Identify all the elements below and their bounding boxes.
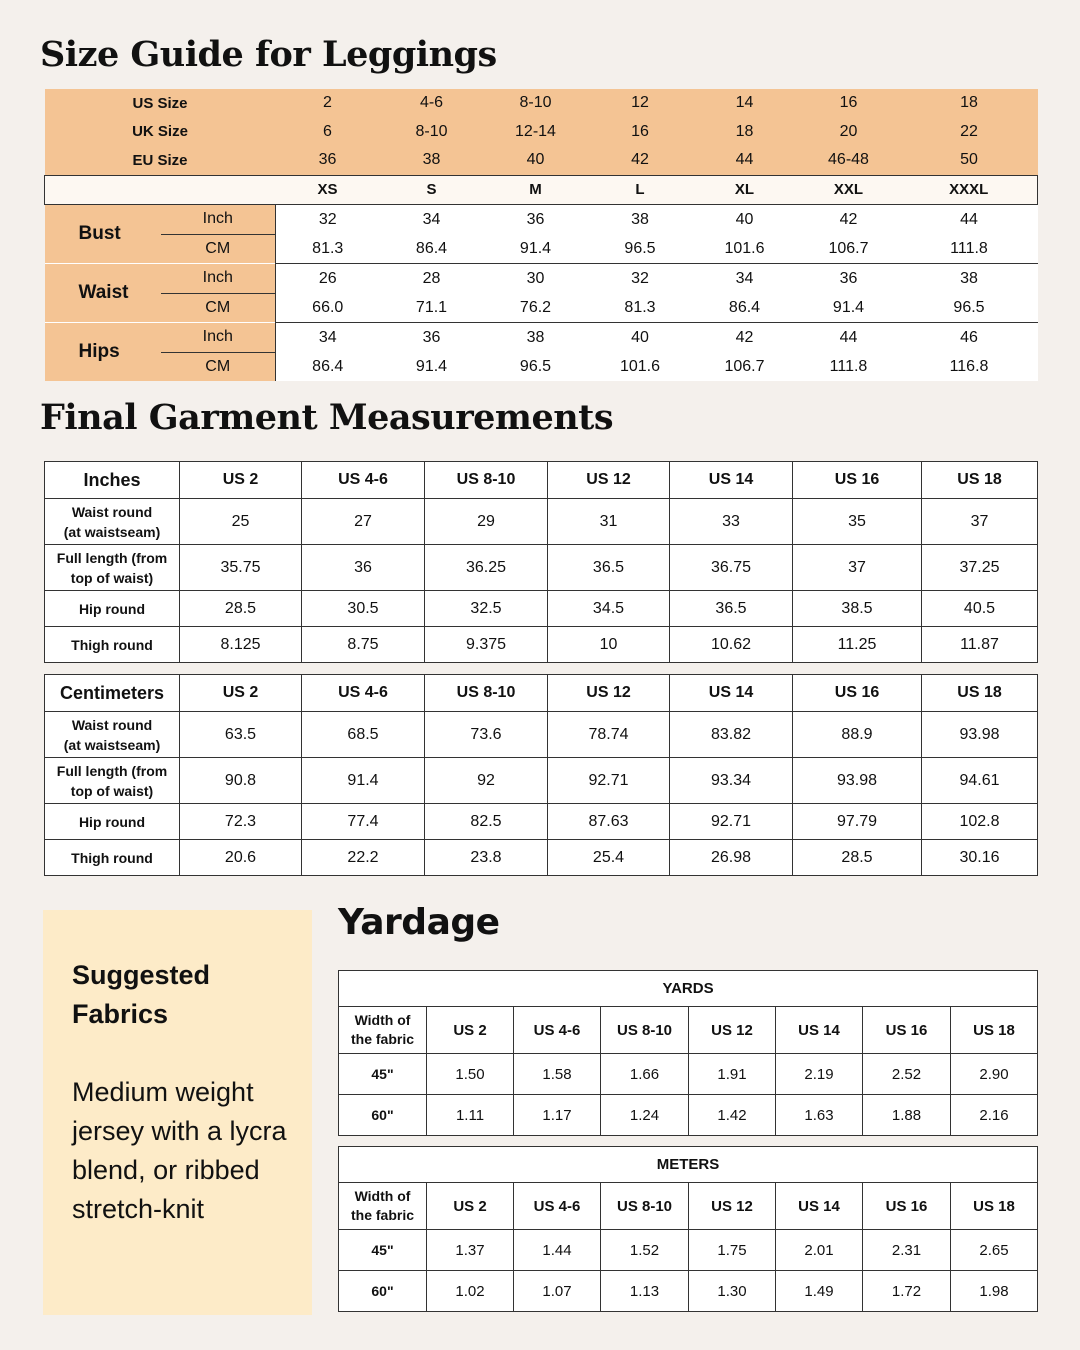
- garment-cm-size-header: US 18: [922, 675, 1038, 712]
- yards-size-header: US 8-10: [601, 1007, 689, 1054]
- garment-cm-row: [45, 712, 1038, 758]
- garment-cm-header-row: [45, 675, 1038, 712]
- eu-size-cell: 44: [693, 146, 797, 175]
- garment-cm-cell: 93.98: [922, 712, 1038, 758]
- yards-cell: 1.11: [427, 1095, 514, 1136]
- fabrics-description: Medium weight jersey with a lycra blend, or ribbed stretch-knit: [72, 1077, 287, 1224]
- garment-inches-size-header: US 16: [793, 462, 922, 499]
- garment-cm-cell: 90.8: [180, 758, 302, 804]
- eu-size-cell: 38: [380, 146, 484, 175]
- letter-size-row: [45, 175, 1038, 205]
- meters-size-header: US 14: [776, 1183, 863, 1230]
- garment-inches-row-label: Waist round (at waistseam): [45, 499, 180, 545]
- garment-inches-cell: 31: [548, 499, 670, 545]
- bust-cm-cell: 101.6: [693, 234, 797, 264]
- meters-cell: 2.31: [863, 1230, 951, 1271]
- garment-cm-cell: 102.8: [922, 804, 1038, 840]
- waist-inch-cell: 36: [797, 264, 901, 294]
- uk-size-label: UK Size: [45, 118, 276, 147]
- bust-inch-cell: 34: [380, 205, 484, 235]
- meters-cell: 1.44: [514, 1230, 601, 1271]
- letter-size-cell: XXL: [797, 175, 901, 205]
- hips-cm-row: [45, 352, 1038, 381]
- garment-cm-row-label: Full length (from top of waist): [45, 758, 180, 804]
- yards-size-header: US 18: [951, 1007, 1038, 1054]
- hips-inch-cell: 44: [797, 323, 901, 353]
- hips-inch-cell: 36: [380, 323, 484, 353]
- garment-inches-size-header: US 18: [922, 462, 1038, 499]
- garment-cm-row: [45, 804, 1038, 840]
- bust-label: Bust: [45, 205, 161, 264]
- garment-cm-cell: 83.82: [670, 712, 793, 758]
- yards-header-row: [339, 1007, 1038, 1054]
- garment-inches-cell: 33: [670, 499, 793, 545]
- garment-inches-cell: 25: [180, 499, 302, 545]
- meters-size-header: US 12: [689, 1183, 776, 1230]
- meters-size-header: US 8-10: [601, 1183, 689, 1230]
- garment-inches-cell: 11.25: [793, 627, 922, 663]
- meters-width-cell: 45": [339, 1230, 427, 1271]
- garment-cm-cell: 63.5: [180, 712, 302, 758]
- uk-size-cell: 16: [588, 118, 693, 147]
- waist-inch-cell: 26: [276, 264, 380, 294]
- bust-cm-cell: 91.4: [484, 234, 588, 264]
- bust-cm-cell: 106.7: [797, 234, 901, 264]
- uk-size-cell: 8-10: [380, 118, 484, 147]
- waist-inch-cell: 32: [588, 264, 693, 294]
- garment-inches-row-label: Full length (from top of waist): [45, 545, 180, 591]
- garment-inches-size-header: US 4-6: [302, 462, 425, 499]
- garment-inches-row: [45, 499, 1038, 545]
- garment-cm-cell: 87.63: [548, 804, 670, 840]
- garment-inches-table: [44, 461, 1038, 663]
- garment-inches-row: [45, 627, 1038, 663]
- garment-inches-cell: 8.125: [180, 627, 302, 663]
- garment-inches-cell: 37: [793, 545, 922, 591]
- yards-size-header: US 2: [427, 1007, 514, 1054]
- waist-cm-cell: 81.3: [588, 293, 693, 323]
- meters-title: METERS: [339, 1147, 1038, 1183]
- garment-cm-size-header: US 16: [793, 675, 922, 712]
- yards-cell: 2.19: [776, 1054, 863, 1095]
- garment-inches-cell: 35: [793, 499, 922, 545]
- hips-inch-row: [45, 323, 1038, 353]
- garment-cm-cell: 28.5: [793, 840, 922, 876]
- garment-cm-cell: 77.4: [302, 804, 425, 840]
- bust-cm-cell: 86.4: [380, 234, 484, 264]
- us-size-cell: 8-10: [484, 89, 588, 118]
- bust-inch-cell: 44: [901, 205, 1038, 235]
- garment-cm-cell: 22.2: [302, 840, 425, 876]
- eu-size-cell: 42: [588, 146, 693, 175]
- hips-cm-cell: 111.8: [797, 352, 901, 381]
- meters-cell: 1.98: [951, 1271, 1038, 1312]
- yards-cell: 1.58: [514, 1054, 601, 1095]
- hips-cm-cell: 116.8: [901, 352, 1038, 381]
- bust-inch-unit: Inch: [161, 205, 276, 235]
- garment-cm-cell: 93.34: [670, 758, 793, 804]
- bust-cm-cell: 81.3: [276, 234, 380, 264]
- yards-cell: 1.66: [601, 1054, 689, 1095]
- garment-inches-cell: 10: [548, 627, 670, 663]
- bust-cm-cell: 96.5: [588, 234, 693, 264]
- garment-inches-cell: 40.5: [922, 591, 1038, 627]
- waist-cm-cell: 86.4: [693, 293, 797, 323]
- garment-cm-cell: 72.3: [180, 804, 302, 840]
- bust-inch-cell: 32: [276, 205, 380, 235]
- letter-size-cell: S: [380, 175, 484, 205]
- garment-inches-row-label: Thigh round: [45, 627, 180, 663]
- us-size-row: [45, 89, 1038, 118]
- yardage-title: Yardage: [338, 902, 500, 943]
- letter-size-cell: XS: [276, 175, 380, 205]
- bust-cm-cell: 111.8: [901, 234, 1038, 264]
- meters-cell: 1.07: [514, 1271, 601, 1312]
- letter-size-cell: M: [484, 175, 588, 205]
- garment-inches-header-row: [45, 462, 1038, 499]
- garment-inches-cell: 8.75: [302, 627, 425, 663]
- garment-cm-cell: 78.74: [548, 712, 670, 758]
- uk-size-cell: 6: [276, 118, 380, 147]
- uk-size-cell: 12-14: [484, 118, 588, 147]
- garment-cm-table: [44, 674, 1038, 876]
- hips-cm-cell: 106.7: [693, 352, 797, 381]
- yards-size-header: US 16: [863, 1007, 951, 1054]
- garment-inches-cell: 36: [302, 545, 425, 591]
- garment-inches-cell: 32.5: [425, 591, 548, 627]
- bust-inch-cell: 36: [484, 205, 588, 235]
- garment-inches-size-header: US 8-10: [425, 462, 548, 499]
- garment-inches-cell: 10.62: [670, 627, 793, 663]
- hips-inch-cell: 40: [588, 323, 693, 353]
- yards-cell: 1.50: [427, 1054, 514, 1095]
- yards-cell: 1.63: [776, 1095, 863, 1136]
- hips-inch-cell: 42: [693, 323, 797, 353]
- meters-cell: 1.49: [776, 1271, 863, 1312]
- yards-width-cell: 60": [339, 1095, 427, 1136]
- hips-inch-cell: 38: [484, 323, 588, 353]
- garment-cm-cell: 68.5: [302, 712, 425, 758]
- eu-size-label: EU Size: [45, 146, 276, 175]
- letter-size-cell: XXXL: [901, 175, 1038, 205]
- hips-inch-cell: 46: [901, 323, 1038, 353]
- yards-size-header: US 12: [689, 1007, 776, 1054]
- waist-inch-cell: 34: [693, 264, 797, 294]
- bust-cm-row: [45, 234, 1038, 264]
- hips-cm-cell: 86.4: [276, 352, 380, 381]
- us-size-cell: 4-6: [380, 89, 484, 118]
- yards-cell: 1.88: [863, 1095, 951, 1136]
- garment-cm-size-header: US 4-6: [302, 675, 425, 712]
- us-size-cell: 16: [797, 89, 901, 118]
- size-guide-table: [44, 89, 1038, 381]
- yards-size-header: US 4-6: [514, 1007, 601, 1054]
- yards-size-header: US 14: [776, 1007, 863, 1054]
- uk-size-cell: 22: [901, 118, 1038, 147]
- garment-cm-cell: 93.98: [793, 758, 922, 804]
- eu-size-cell: 50: [901, 146, 1038, 175]
- waist-cm-row: [45, 293, 1038, 323]
- garment-inches-cell: 36.25: [425, 545, 548, 591]
- bust-inch-row: [45, 205, 1038, 235]
- waist-cm-cell: 66.0: [276, 293, 380, 323]
- garment-cm-cell: 73.6: [425, 712, 548, 758]
- waist-inch-cell: 28: [380, 264, 484, 294]
- garment-inches-cell: 37.25: [922, 545, 1038, 591]
- eu-size-cell: 36: [276, 146, 380, 175]
- eu-size-row: [45, 146, 1038, 175]
- suggested-fabrics-panel: [43, 910, 312, 1315]
- garment-cm-cell: 92.71: [670, 804, 793, 840]
- bust-inch-cell: 38: [588, 205, 693, 235]
- yards-cell: 1.91: [689, 1054, 776, 1095]
- garment-cm-row: [45, 840, 1038, 876]
- meters-size-header: US 18: [951, 1183, 1038, 1230]
- garment-inches-corner-label: Inches: [45, 462, 180, 499]
- garment-inches-cell: 34.5: [548, 591, 670, 627]
- garment-inches-cell: 36.5: [548, 545, 670, 591]
- bust-cm-unit: CM: [161, 234, 276, 264]
- meters-cell: 1.52: [601, 1230, 689, 1271]
- bust-inch-cell: 42: [797, 205, 901, 235]
- hips-inch-unit: Inch: [161, 323, 276, 353]
- letter-size-label: [45, 175, 276, 205]
- yards-cell: 1.24: [601, 1095, 689, 1136]
- eu-size-cell: 46-48: [797, 146, 901, 175]
- garment-cm-cell: 20.6: [180, 840, 302, 876]
- fabrics-title: Suggested Fabrics: [72, 960, 211, 1029]
- garment-cm-cell: 91.4: [302, 758, 425, 804]
- garment-inches-row: [45, 591, 1038, 627]
- garment-inches-row: [45, 545, 1038, 591]
- yards-title: YARDS: [339, 971, 1038, 1007]
- garment-cm-cell: 23.8: [425, 840, 548, 876]
- garment-inches-cell: 30.5: [302, 591, 425, 627]
- waist-inch-row: [45, 264, 1038, 294]
- garment-inches-size-header: US 2: [180, 462, 302, 499]
- meters-width-label: Width of the fabric: [339, 1183, 427, 1230]
- garment-inches-cell: 9.375: [425, 627, 548, 663]
- meters-cell: 1.37: [427, 1230, 514, 1271]
- garment-title: Final Garment Measurements: [40, 397, 614, 438]
- meters-cell: 2.01: [776, 1230, 863, 1271]
- garment-cm-cell: 97.79: [793, 804, 922, 840]
- garment-cm-corner-label: Centimeters: [45, 675, 180, 712]
- meters-size-header: US 2: [427, 1183, 514, 1230]
- yardage-meters-table: [338, 1146, 1038, 1312]
- garment-inches-cell: 37: [922, 499, 1038, 545]
- us-size-cell: 2: [276, 89, 380, 118]
- hips-cm-cell: 101.6: [588, 352, 693, 381]
- yards-row: [339, 1054, 1038, 1095]
- yards-width-cell: 45": [339, 1054, 427, 1095]
- waist-label: Waist: [45, 264, 161, 323]
- meters-size-header: US 4-6: [514, 1183, 601, 1230]
- us-size-cell: 14: [693, 89, 797, 118]
- us-size-cell: 18: [901, 89, 1038, 118]
- garment-cm-size-header: US 14: [670, 675, 793, 712]
- hips-cm-cell: 96.5: [484, 352, 588, 381]
- yards-width-label: Width of the fabric: [339, 1007, 427, 1054]
- garment-inches-cell: 36.75: [670, 545, 793, 591]
- waist-cm-cell: 71.1: [380, 293, 484, 323]
- uk-size-cell: 18: [693, 118, 797, 147]
- meters-row: [339, 1230, 1038, 1271]
- yards-title-row: [339, 971, 1038, 1007]
- waist-inch-cell: 30: [484, 264, 588, 294]
- garment-cm-row-label: Thigh round: [45, 840, 180, 876]
- garment-inches-size-header: US 12: [548, 462, 670, 499]
- letter-size-cell: L: [588, 175, 693, 205]
- uk-size-cell: 20: [797, 118, 901, 147]
- garment-cm-cell: 92: [425, 758, 548, 804]
- garment-cm-cell: 88.9: [793, 712, 922, 758]
- uk-size-row: [45, 118, 1038, 147]
- letter-size-cell: XL: [693, 175, 797, 205]
- garment-cm-cell: 30.16: [922, 840, 1038, 876]
- garment-inches-size-header: US 14: [670, 462, 793, 499]
- meters-row: [339, 1271, 1038, 1312]
- garment-cm-cell: 25.4: [548, 840, 670, 876]
- garment-cm-size-header: US 2: [180, 675, 302, 712]
- garment-inches-cell: 38.5: [793, 591, 922, 627]
- size-guide-title: Size Guide for Leggings: [40, 34, 497, 75]
- garment-inches-cell: 28.5: [180, 591, 302, 627]
- garment-cm-size-header: US 12: [548, 675, 670, 712]
- meters-cell: 1.02: [427, 1271, 514, 1312]
- waist-cm-unit: CM: [161, 293, 276, 323]
- waist-inch-cell: 38: [901, 264, 1038, 294]
- meters-cell: 1.30: [689, 1271, 776, 1312]
- garment-inches-cell: 29: [425, 499, 548, 545]
- hips-cm-cell: 91.4: [380, 352, 484, 381]
- garment-cm-row-label: Hip round: [45, 804, 180, 840]
- meters-cell: 2.65: [951, 1230, 1038, 1271]
- hips-inch-cell: 34: [276, 323, 380, 353]
- eu-size-cell: 40: [484, 146, 588, 175]
- hips-cm-unit: CM: [161, 352, 276, 381]
- waist-cm-cell: 76.2: [484, 293, 588, 323]
- garment-cm-cell: 82.5: [425, 804, 548, 840]
- garment-cm-cell: 92.71: [548, 758, 670, 804]
- bust-inch-cell: 40: [693, 205, 797, 235]
- yards-cell: 2.16: [951, 1095, 1038, 1136]
- yards-row: [339, 1095, 1038, 1136]
- garment-inches-cell: 35.75: [180, 545, 302, 591]
- yards-cell: 1.17: [514, 1095, 601, 1136]
- garment-cm-row-label: Waist round (at waistseam): [45, 712, 180, 758]
- meters-cell: 1.13: [601, 1271, 689, 1312]
- garment-inches-cell: 11.87: [922, 627, 1038, 663]
- us-size-label: US Size: [45, 89, 276, 118]
- hips-label: Hips: [45, 323, 161, 382]
- meters-header-row: [339, 1183, 1038, 1230]
- meters-cell: 1.72: [863, 1271, 951, 1312]
- waist-cm-cell: 91.4: [797, 293, 901, 323]
- us-size-cell: 12: [588, 89, 693, 118]
- meters-cell: 1.75: [689, 1230, 776, 1271]
- yards-cell: 2.52: [863, 1054, 951, 1095]
- garment-inches-row-label: Hip round: [45, 591, 180, 627]
- waist-inch-unit: Inch: [161, 264, 276, 294]
- yards-cell: 2.90: [951, 1054, 1038, 1095]
- garment-cm-size-header: US 8-10: [425, 675, 548, 712]
- garment-inches-cell: 27: [302, 499, 425, 545]
- garment-cm-cell: 26.98: [670, 840, 793, 876]
- garment-cm-row: [45, 758, 1038, 804]
- yards-cell: 1.42: [689, 1095, 776, 1136]
- yardage-yards-table: [338, 970, 1038, 1136]
- meters-width-cell: 60": [339, 1271, 427, 1312]
- garment-inches-cell: 36.5: [670, 591, 793, 627]
- meters-size-header: US 16: [863, 1183, 951, 1230]
- waist-cm-cell: 96.5: [901, 293, 1038, 323]
- meters-title-row: [339, 1147, 1038, 1183]
- garment-cm-cell: 94.61: [922, 758, 1038, 804]
